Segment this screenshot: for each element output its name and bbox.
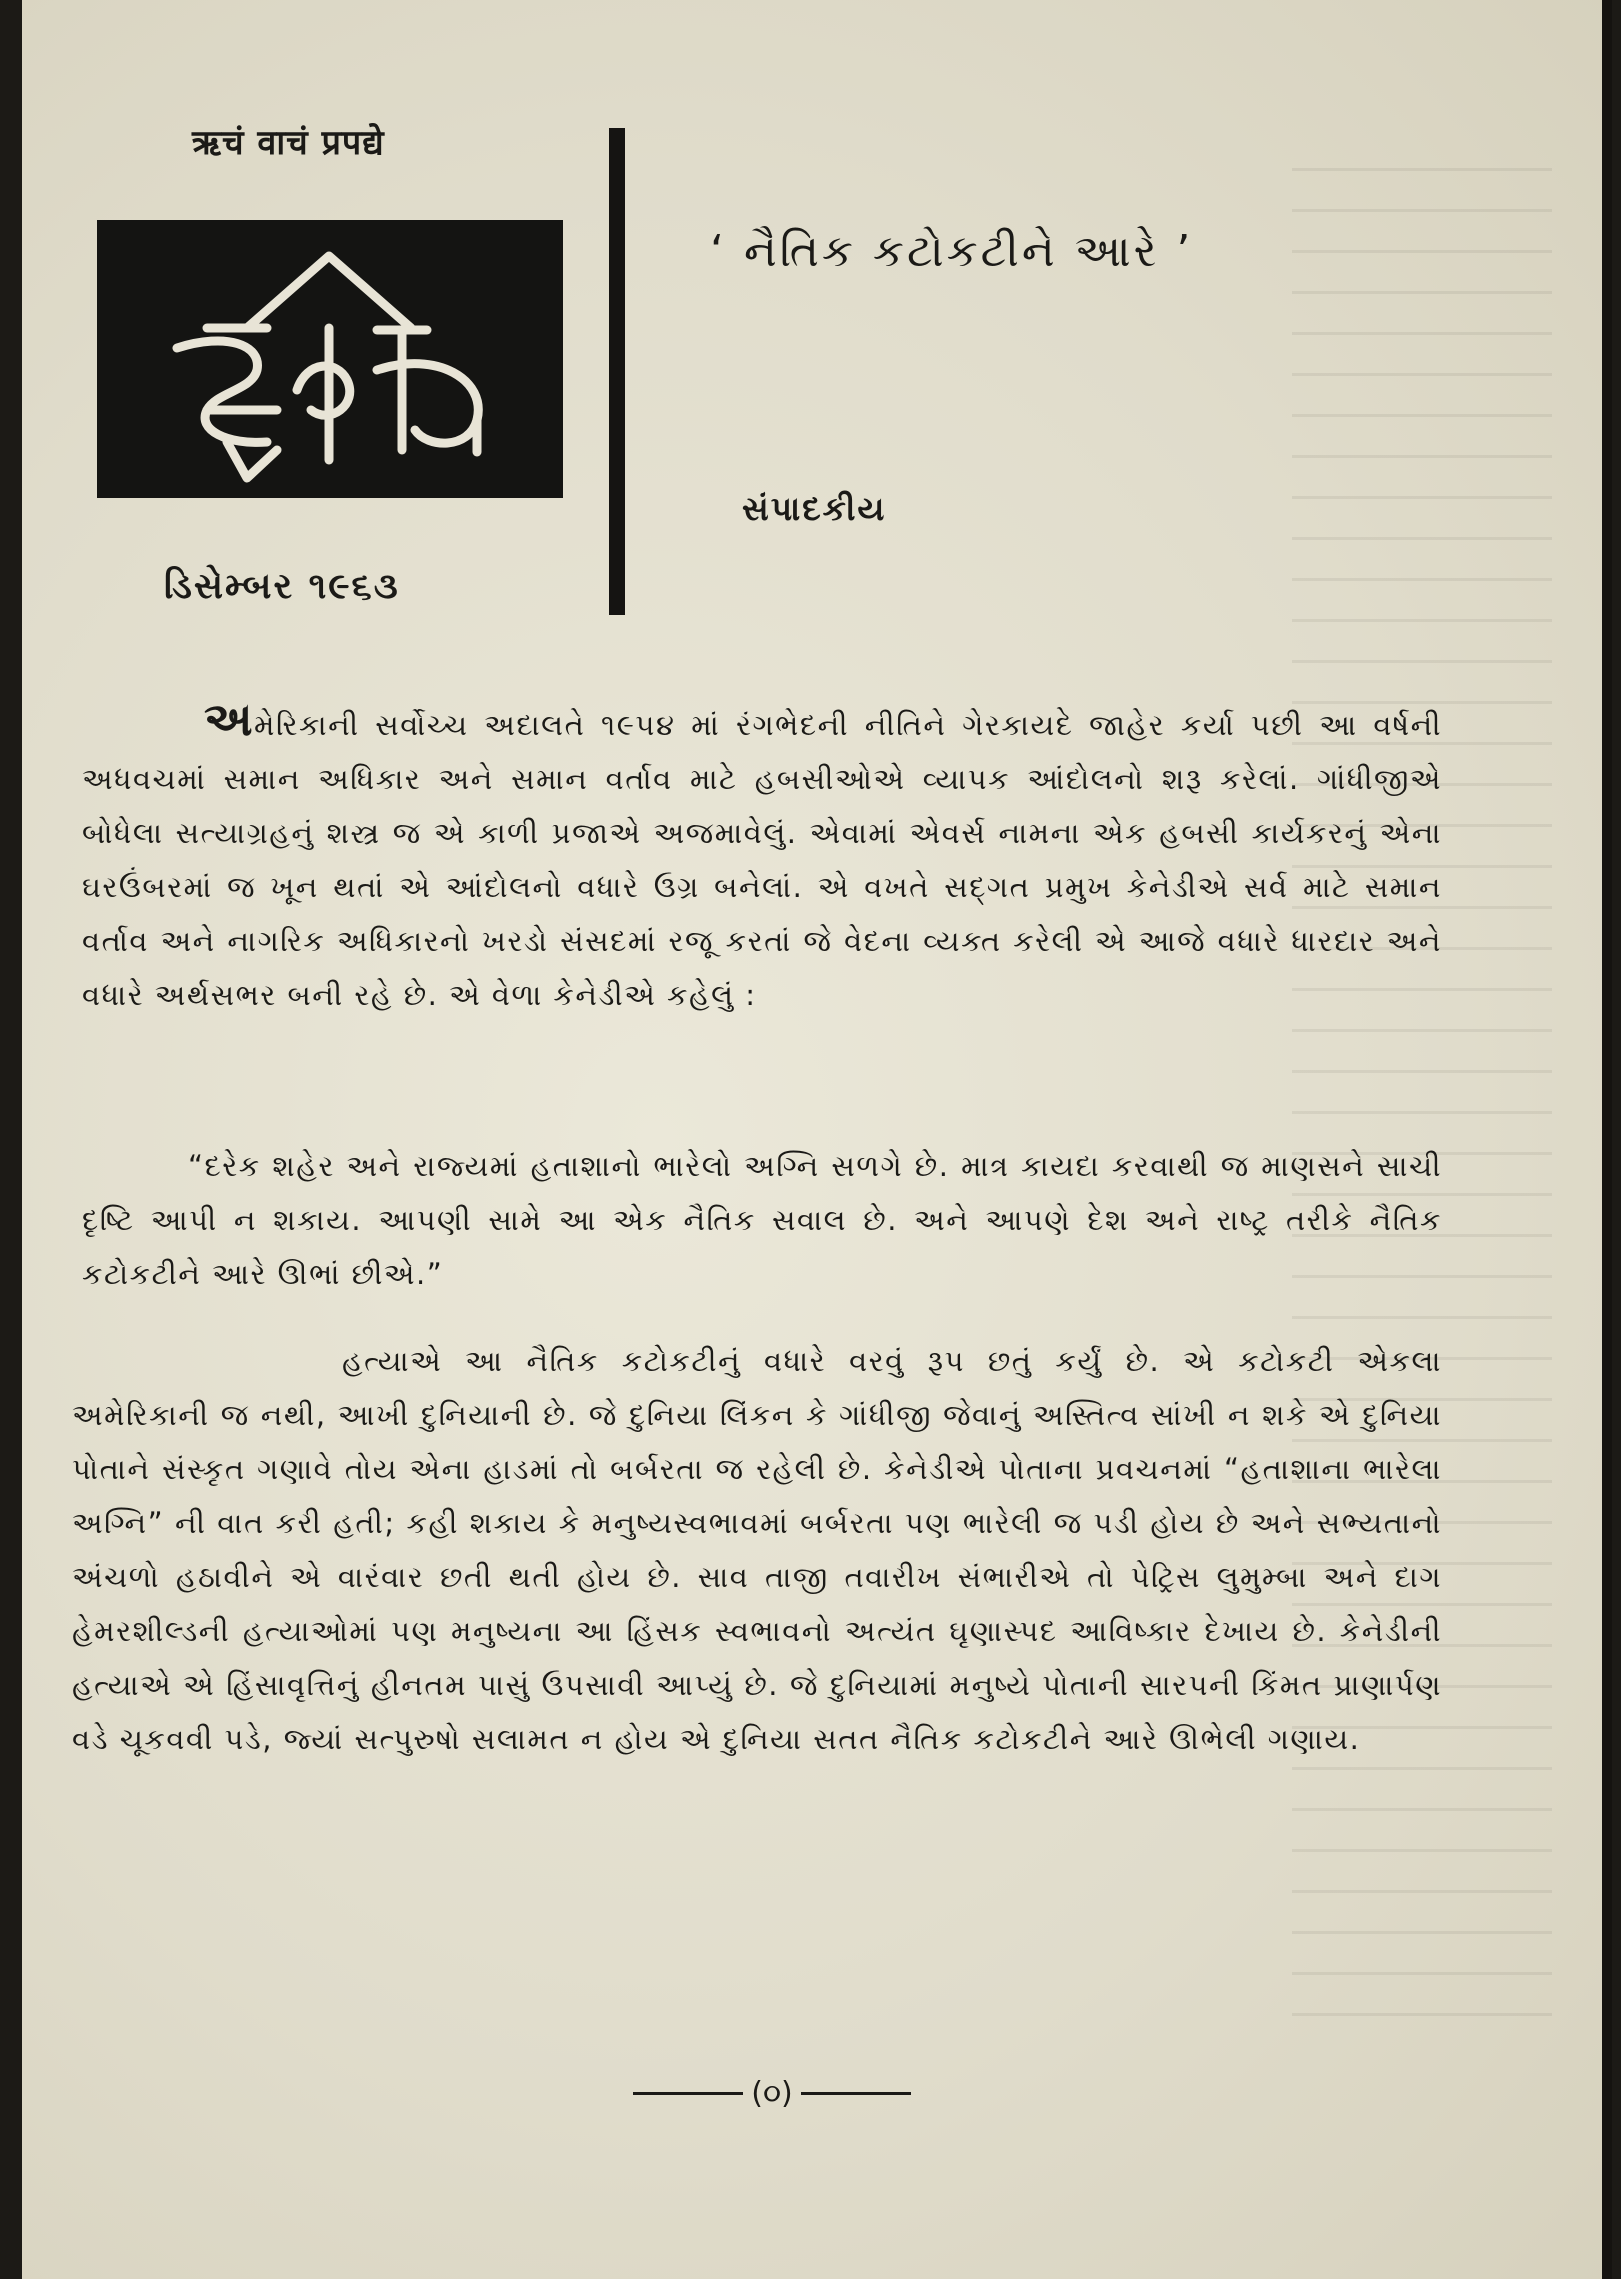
paragraph-1 [82, 692, 1442, 1022]
scan-edge [1602, 0, 1612, 2279]
paragraph-3: હત્યાએ આ નૈતિક કટોકટીનું વધારે વરવું રૂપ છતું કર્યું છે. એ કટોકટી એકલા અમેરિકાની જ નથી, આખી દુનિયાની છે. જે દુનિયા લિંકન કે ગાંધીજી જેવાનું અસ્તિત્વ સાંખી ન શકે એ દુનિયા પોતાને સંસ્કૃત ગણાવે તોય એના હાડમાં તો બર્બરતા જ રહેલી છે. કેનેડીએ પોતાના પ્રવચનમાં “હતાશાના ભારેલા અગ્નિ” ની વાત કરી હતી; કહી શકાય કે મનુષ્યસ્વભાવમાં બર્બરતા પણ ભારેલી જ પડી હોય છે અને સભ્યતાનો અંચળો હઠાવીને એ વારંવાર છતી થતી હોય છે. સાવ તાજી તવારીખ સંભારીએ તો પેટ્રિસ લુમુમ્બા અને દાગ હેમરશીલ્ડની હત્યાઓમાં પણ મનુષ્યના આ હિંસક સ્વભાવનો અત્યંત ઘૃણાસ્પદ આવિષ્કાર દેખાય છે. કેનેડીની હત્યાએ એ હિંસાવૃત્તિનું હીનતમ પાસું ઉપસાવી આપ્યું છે. જે દુનિયામાં મનુષ્યે પોતાની સારપની કિંમત પ્રાણાર્પણ વડે ચૂકવવી પડે, જ્યાં સત્પુરુષો સલામત ન હોય એ દુનિયા સતત નૈતિક કટોકટીને આરે ઊભેલી ગણાય. [72, 1344, 1442, 1756]
sanskrit-motto: ऋचं वाचं प्रपद्ये [192, 123, 385, 163]
vertical-divider [609, 128, 625, 615]
magazine-page [22, 0, 1612, 2279]
folio-rule-right [801, 2092, 911, 2095]
drop-initial: અ [204, 692, 255, 746]
page-folio [622, 2076, 922, 2111]
issue-date: ડિસેમ્બર ૧૯૬૩ [164, 566, 400, 607]
article-byline: સંપાદકીય [742, 489, 887, 528]
article-headline: ‘ નૈતિક કટોકટીને આરે ’ [710, 226, 1194, 277]
folio-rule-left [633, 2092, 743, 2095]
paragraph-2-quote: “દરેક શહેર અને રાજ્યમાં હતાશાનો ભારેલો અગ્નિ સળગે છે. માત્ર કાયદા કરવાથી જ માણસને સાચી દૃષ્ટિ આપી ન શકાય. આપણી સામે આ એક નૈતિક સવાલ છે. અને આપણે દેશ અને રાષ્ટ્ર તરીકે નૈતિક કટોકટીને આરે ઊભાં છીએ.” [82, 1149, 1442, 1291]
paragraph-1-text: મેરિકાની સર્વોચ્ચ અદાલતે ૧૯૫૪ માં રંગભેદની નીતિને ગેરકાયદે જાહેર કર્યા પછી આ વર્ષની અધવચમાં સમાન અધિકાર અને સમાન વર્તાવ માટે હબસીઓએ વ્યાપક આંદોલનો શરૂ કરેલાં. ગાંધીજીએ બોધેલા સત્યાગ્રહનું શસ્ત્ર જ એ કાળી પ્રજાએ અજમાવેલું. એવામાં એવર્સ નામના એક હબસી કાર્યકરનું એના ઘરઉંબરમાં જ ખૂન થતાં એ આંદોલનો વધારે ઉગ્ર બનેલાં. એ વખતે સદ્ગત પ્રમુખ કેનેડીએ સર્વ માટે સમાન વર્તાવ અને નાગરિક અધિકારનો ખરડો સંસદમાં રજૂ કરતાં જે વેદના વ્યક્ત કરેલી એ આજે વધારે ધારદાર અને વધારે અર્થસભર બની રહે છે. એ વેળા કેનેડીએ કહેલું : [82, 708, 1442, 1012]
page-number: (૦) [751, 2076, 793, 2111]
magazine-logo [97, 220, 563, 498]
logo-lettering-graphic [97, 220, 563, 498]
